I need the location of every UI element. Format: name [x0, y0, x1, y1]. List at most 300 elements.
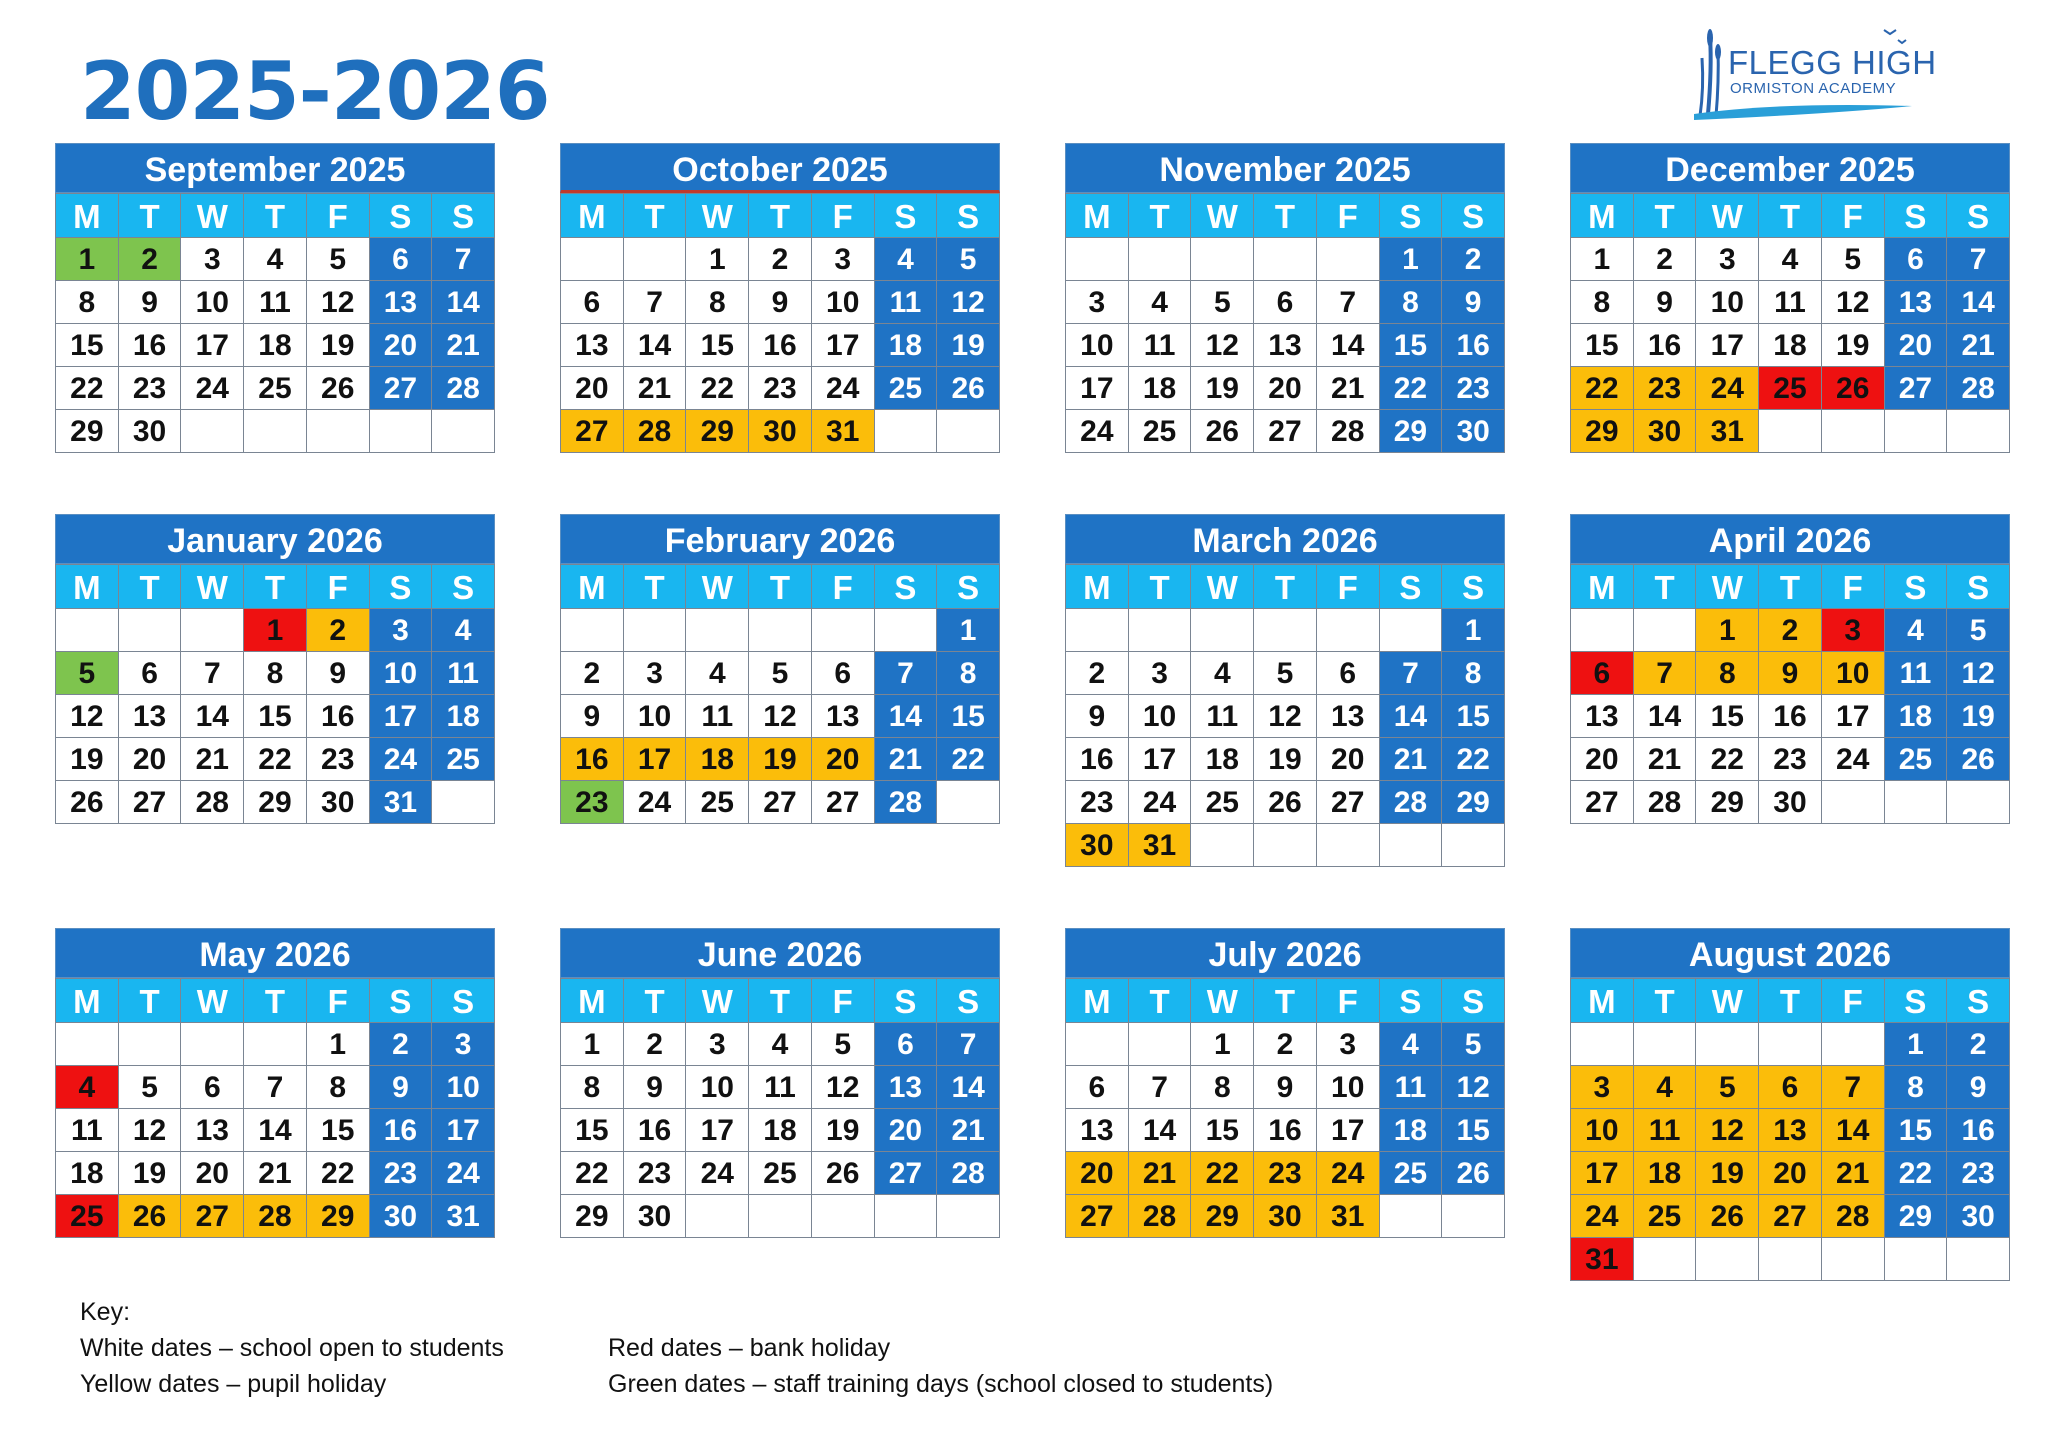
weekday-header: T	[119, 979, 182, 1023]
date-cell: 31	[1317, 1195, 1380, 1238]
date-cell: 7	[432, 238, 495, 281]
date-cell: 6	[1254, 281, 1317, 324]
date-cell: 19	[937, 324, 1000, 367]
date-cell: 3	[624, 652, 687, 695]
weekday-header: M	[1066, 979, 1129, 1023]
date-cell: 26	[119, 1195, 182, 1238]
date-cell: 28	[1634, 781, 1697, 824]
date-cell: 25	[1885, 738, 1948, 781]
key-white: White dates – school open to students	[80, 1334, 504, 1362]
date-cell: 10	[1129, 695, 1192, 738]
date-cell: 10	[624, 695, 687, 738]
month-grid	[1570, 193, 2010, 453]
weekday-header: T	[1759, 979, 1822, 1023]
date-cell: 2	[1066, 652, 1129, 695]
date-cell: 4	[875, 238, 938, 281]
logo-subtitle: ORMISTON ACADEMY	[1730, 80, 1897, 97]
date-cell: 17	[432, 1109, 495, 1152]
weekday-header: M	[56, 194, 119, 238]
date-cell: 3	[686, 1023, 749, 1066]
month-title: March 2026	[1065, 514, 1505, 564]
date-cell: 13	[1759, 1109, 1822, 1152]
weekday-header: T	[624, 979, 687, 1023]
empty-cell	[749, 609, 812, 652]
date-cell: 6	[875, 1023, 938, 1066]
date-cell: 17	[1822, 695, 1885, 738]
date-cell: 7	[1317, 281, 1380, 324]
date-cell: 13	[1885, 281, 1948, 324]
date-cell: 17	[370, 695, 433, 738]
date-cell: 14	[875, 695, 938, 738]
date-cell: 21	[1380, 738, 1443, 781]
empty-cell	[1634, 1238, 1697, 1281]
date-cell: 13	[561, 324, 624, 367]
date-cell: 26	[1947, 738, 2010, 781]
date-cell: 2	[1759, 609, 1822, 652]
empty-cell	[56, 609, 119, 652]
date-cell: 12	[937, 281, 1000, 324]
month-grid	[1065, 978, 1505, 1238]
date-cell: 26	[1696, 1195, 1759, 1238]
month-title: October 2025	[560, 143, 1000, 193]
weekday-header: F	[812, 194, 875, 238]
month-grid	[55, 978, 495, 1238]
date-cell: 20	[370, 324, 433, 367]
date-cell: 11	[244, 281, 307, 324]
weekday-header: F	[307, 979, 370, 1023]
date-cell: 19	[1822, 324, 1885, 367]
empty-cell	[181, 1023, 244, 1066]
date-cell: 1	[1696, 609, 1759, 652]
date-cell: 7	[1634, 652, 1697, 695]
date-cell: 5	[307, 238, 370, 281]
weekday-header: T	[244, 194, 307, 238]
date-cell: 28	[244, 1195, 307, 1238]
date-cell: 16	[370, 1109, 433, 1152]
empty-cell	[1380, 824, 1443, 867]
empty-cell	[1822, 410, 1885, 453]
date-cell: 25	[875, 367, 938, 410]
date-cell: 29	[1885, 1195, 1948, 1238]
date-cell: 16	[1066, 738, 1129, 781]
key-legend-col2	[608, 1330, 1273, 1402]
month-grid	[560, 978, 1000, 1238]
date-cell: 1	[307, 1023, 370, 1066]
date-cell: 20	[1066, 1152, 1129, 1195]
date-cell: 11	[1634, 1109, 1697, 1152]
date-cell: 7	[937, 1023, 1000, 1066]
month-grid	[560, 564, 1000, 824]
date-cell: 24	[181, 367, 244, 410]
date-cell: 7	[244, 1066, 307, 1109]
weekday-header: S	[1947, 194, 2010, 238]
date-cell: 30	[1634, 410, 1697, 453]
date-cell: 23	[1947, 1152, 2010, 1195]
date-cell: 4	[1191, 652, 1254, 695]
date-cell: 26	[812, 1152, 875, 1195]
date-cell: 26	[1191, 410, 1254, 453]
date-cell: 28	[1947, 367, 2010, 410]
date-cell: 17	[1571, 1152, 1634, 1195]
date-cell: 30	[1759, 781, 1822, 824]
month-grid	[1065, 564, 1505, 867]
date-cell: 1	[561, 1023, 624, 1066]
weekday-header: T	[1129, 194, 1192, 238]
date-cell: 7	[1380, 652, 1443, 695]
key-heading: Key:	[80, 1298, 131, 1326]
empty-cell	[1442, 1195, 1505, 1238]
date-cell: 8	[56, 281, 119, 324]
date-cell: 8	[1380, 281, 1443, 324]
date-cell: 18	[1129, 367, 1192, 410]
empty-cell	[1191, 824, 1254, 867]
date-cell: 27	[875, 1152, 938, 1195]
month-calendar	[1570, 143, 2010, 453]
date-cell: 1	[1571, 238, 1634, 281]
date-cell: 13	[1066, 1109, 1129, 1152]
empty-cell	[1885, 1238, 1948, 1281]
weekday-header: S	[1885, 565, 1948, 609]
empty-cell	[937, 410, 1000, 453]
date-cell: 30	[1066, 824, 1129, 867]
empty-cell	[875, 609, 938, 652]
date-cell: 20	[875, 1109, 938, 1152]
date-cell: 23	[1634, 367, 1697, 410]
empty-cell	[1191, 238, 1254, 281]
empty-cell	[1066, 1023, 1129, 1066]
date-cell: 2	[624, 1023, 687, 1066]
date-cell: 2	[370, 1023, 433, 1066]
key-yellow: Yellow dates – pupil holiday	[80, 1370, 387, 1398]
date-cell: 20	[1254, 367, 1317, 410]
date-cell: 14	[937, 1066, 1000, 1109]
weekday-header: T	[749, 565, 812, 609]
date-cell: 24	[370, 738, 433, 781]
weekday-header: T	[624, 194, 687, 238]
month-title: February 2026	[560, 514, 1000, 564]
empty-cell	[749, 1195, 812, 1238]
date-cell: 10	[370, 652, 433, 695]
date-cell: 18	[875, 324, 938, 367]
date-cell: 21	[1317, 367, 1380, 410]
date-cell: 15	[1442, 1109, 1505, 1152]
weekday-header: M	[1066, 565, 1129, 609]
weekday-header: S	[937, 979, 1000, 1023]
weekday-header: S	[937, 194, 1000, 238]
date-cell: 18	[56, 1152, 119, 1195]
date-cell: 21	[1822, 1152, 1885, 1195]
date-cell: 6	[119, 652, 182, 695]
date-cell: 24	[1317, 1152, 1380, 1195]
date-cell: 30	[624, 1195, 687, 1238]
date-cell: 17	[1066, 367, 1129, 410]
date-cell: 11	[1129, 324, 1192, 367]
date-cell: 14	[244, 1109, 307, 1152]
date-cell: 15	[1191, 1109, 1254, 1152]
date-cell: 10	[1696, 281, 1759, 324]
date-cell: 14	[432, 281, 495, 324]
date-cell: 3	[1129, 652, 1192, 695]
date-cell: 13	[119, 695, 182, 738]
date-cell: 30	[370, 1195, 433, 1238]
date-cell: 6	[181, 1066, 244, 1109]
date-cell: 26	[1254, 781, 1317, 824]
empty-cell	[1317, 824, 1380, 867]
date-cell: 15	[1571, 324, 1634, 367]
date-cell: 20	[561, 367, 624, 410]
date-cell: 1	[1442, 609, 1505, 652]
weekday-header: W	[181, 565, 244, 609]
weekday-header: S	[432, 194, 495, 238]
date-cell: 14	[1380, 695, 1443, 738]
date-cell: 12	[1696, 1109, 1759, 1152]
empty-cell	[1947, 781, 2010, 824]
date-cell: 11	[1191, 695, 1254, 738]
date-cell: 29	[1696, 781, 1759, 824]
date-cell: 4	[1129, 281, 1192, 324]
empty-cell	[1822, 781, 1885, 824]
date-cell: 12	[1947, 652, 2010, 695]
weekday-header: S	[1442, 979, 1505, 1023]
date-cell: 24	[432, 1152, 495, 1195]
weekday-header: S	[1885, 979, 1948, 1023]
date-cell: 6	[812, 652, 875, 695]
date-cell: 9	[624, 1066, 687, 1109]
empty-cell	[1885, 410, 1948, 453]
date-cell: 10	[686, 1066, 749, 1109]
date-cell: 14	[1822, 1109, 1885, 1152]
date-cell: 25	[749, 1152, 812, 1195]
date-cell: 26	[56, 781, 119, 824]
date-cell: 5	[119, 1066, 182, 1109]
month-calendar	[560, 928, 1000, 1238]
empty-cell	[875, 410, 938, 453]
date-cell: 10	[181, 281, 244, 324]
empty-cell	[1947, 1238, 2010, 1281]
empty-cell	[1129, 238, 1192, 281]
date-cell: 2	[307, 609, 370, 652]
date-cell: 31	[812, 410, 875, 453]
weekday-header: T	[1129, 565, 1192, 609]
date-cell: 29	[1442, 781, 1505, 824]
date-cell: 15	[561, 1109, 624, 1152]
date-cell: 23	[370, 1152, 433, 1195]
date-cell: 31	[1571, 1238, 1634, 1281]
date-cell: 1	[937, 609, 1000, 652]
date-cell: 16	[1759, 695, 1822, 738]
school-logo	[1688, 18, 1937, 128]
weekday-header: T	[244, 979, 307, 1023]
empty-cell	[1066, 238, 1129, 281]
date-cell: 31	[1129, 824, 1192, 867]
date-cell: 7	[1129, 1066, 1192, 1109]
date-cell: 19	[119, 1152, 182, 1195]
date-cell: 23	[749, 367, 812, 410]
weekday-header: W	[686, 565, 749, 609]
date-cell: 5	[1442, 1023, 1505, 1066]
month-title: December 2025	[1570, 143, 2010, 193]
empty-cell	[1759, 1238, 1822, 1281]
weekday-header: M	[1066, 194, 1129, 238]
date-cell: 10	[432, 1066, 495, 1109]
empty-cell	[1571, 1023, 1634, 1066]
date-cell: 7	[624, 281, 687, 324]
date-cell: 11	[749, 1066, 812, 1109]
date-cell: 18	[1191, 738, 1254, 781]
date-cell: 6	[1066, 1066, 1129, 1109]
weekday-header: T	[1254, 565, 1317, 609]
empty-cell	[1129, 1023, 1192, 1066]
date-cell: 27	[1066, 1195, 1129, 1238]
empty-cell	[1822, 1023, 1885, 1066]
date-cell: 10	[1571, 1109, 1634, 1152]
empty-cell	[1822, 1238, 1885, 1281]
date-cell: 19	[1254, 738, 1317, 781]
date-cell: 27	[561, 410, 624, 453]
empty-cell	[56, 1023, 119, 1066]
date-cell: 8	[561, 1066, 624, 1109]
weekday-header: M	[1571, 565, 1634, 609]
date-cell: 14	[1947, 281, 2010, 324]
weekday-header: T	[244, 565, 307, 609]
empty-cell	[1759, 410, 1822, 453]
date-cell: 16	[1947, 1109, 2010, 1152]
date-cell: 2	[1254, 1023, 1317, 1066]
date-cell: 20	[812, 738, 875, 781]
weekday-header: S	[1947, 565, 2010, 609]
date-cell: 16	[119, 324, 182, 367]
date-cell: 2	[561, 652, 624, 695]
date-cell: 21	[244, 1152, 307, 1195]
date-cell: 7	[181, 652, 244, 695]
date-cell: 28	[1380, 781, 1443, 824]
weekday-header: S	[1380, 565, 1443, 609]
date-cell: 11	[1885, 652, 1948, 695]
date-cell: 22	[937, 738, 1000, 781]
month-calendar	[55, 514, 495, 824]
date-cell: 25	[1759, 367, 1822, 410]
date-cell: 15	[307, 1109, 370, 1152]
month-title: January 2026	[55, 514, 495, 564]
empty-cell	[1317, 238, 1380, 281]
empty-cell	[686, 609, 749, 652]
month-title: April 2026	[1570, 514, 2010, 564]
weekday-header: M	[561, 565, 624, 609]
weekday-header: T	[1634, 565, 1697, 609]
date-cell: 9	[307, 652, 370, 695]
date-cell: 6	[370, 238, 433, 281]
date-cell: 31	[432, 1195, 495, 1238]
weekday-header: W	[686, 979, 749, 1023]
weekday-header: W	[181, 979, 244, 1023]
weekday-header: T	[1129, 979, 1192, 1023]
date-cell: 20	[1759, 1152, 1822, 1195]
weekday-header: F	[1317, 979, 1380, 1023]
date-cell: 18	[1759, 324, 1822, 367]
date-cell: 29	[1380, 410, 1443, 453]
date-cell: 17	[624, 738, 687, 781]
empty-cell	[1634, 609, 1697, 652]
date-cell: 2	[119, 238, 182, 281]
date-cell: 22	[561, 1152, 624, 1195]
month-calendar	[1065, 928, 1505, 1238]
empty-cell	[370, 410, 433, 453]
date-cell: 5	[1191, 281, 1254, 324]
date-cell: 6	[1885, 238, 1948, 281]
date-cell: 6	[1759, 1066, 1822, 1109]
empty-cell	[1571, 609, 1634, 652]
empty-cell	[812, 609, 875, 652]
empty-cell	[1066, 609, 1129, 652]
weekday-header: W	[1696, 979, 1759, 1023]
date-cell: 15	[56, 324, 119, 367]
date-cell: 25	[686, 781, 749, 824]
weekday-header: W	[181, 194, 244, 238]
date-cell: 23	[1254, 1152, 1317, 1195]
date-cell: 26	[307, 367, 370, 410]
date-cell: 27	[119, 781, 182, 824]
date-cell: 25	[244, 367, 307, 410]
empty-cell	[1696, 1023, 1759, 1066]
date-cell: 18	[749, 1109, 812, 1152]
month-grid	[560, 193, 1000, 453]
date-cell: 30	[1442, 410, 1505, 453]
date-cell: 29	[56, 410, 119, 453]
weekday-header: T	[749, 979, 812, 1023]
empty-cell	[1254, 609, 1317, 652]
date-cell: 21	[875, 738, 938, 781]
date-cell: 27	[1885, 367, 1948, 410]
date-cell: 11	[56, 1109, 119, 1152]
date-cell: 4	[686, 652, 749, 695]
date-cell: 8	[244, 652, 307, 695]
weekday-header: F	[1822, 565, 1885, 609]
date-cell: 22	[686, 367, 749, 410]
weekday-header: W	[1696, 565, 1759, 609]
date-cell: 17	[1696, 324, 1759, 367]
date-cell: 22	[1696, 738, 1759, 781]
empty-cell	[1885, 781, 1948, 824]
empty-cell	[1129, 609, 1192, 652]
date-cell: 23	[307, 738, 370, 781]
date-cell: 17	[1129, 738, 1192, 781]
date-cell: 24	[1066, 410, 1129, 453]
month-calendar	[55, 143, 495, 453]
empty-cell	[1380, 609, 1443, 652]
date-cell: 16	[1254, 1109, 1317, 1152]
date-cell: 12	[749, 695, 812, 738]
date-cell: 19	[1947, 695, 2010, 738]
date-cell: 15	[686, 324, 749, 367]
weekday-header: F	[1822, 979, 1885, 1023]
date-cell: 12	[1822, 281, 1885, 324]
date-cell: 4	[1885, 609, 1948, 652]
date-cell: 7	[1822, 1066, 1885, 1109]
date-cell: 22	[1191, 1152, 1254, 1195]
date-cell: 29	[561, 1195, 624, 1238]
date-cell: 5	[1947, 609, 2010, 652]
date-cell: 6	[1317, 652, 1380, 695]
weekday-header: M	[1571, 194, 1634, 238]
date-cell: 5	[1822, 238, 1885, 281]
date-cell: 15	[1696, 695, 1759, 738]
empty-cell	[1759, 1023, 1822, 1066]
empty-cell	[119, 1023, 182, 1066]
date-cell: 13	[181, 1109, 244, 1152]
date-cell: 14	[1129, 1109, 1192, 1152]
weekday-header: T	[1759, 194, 1822, 238]
page-title: 2025-2026	[80, 45, 550, 138]
